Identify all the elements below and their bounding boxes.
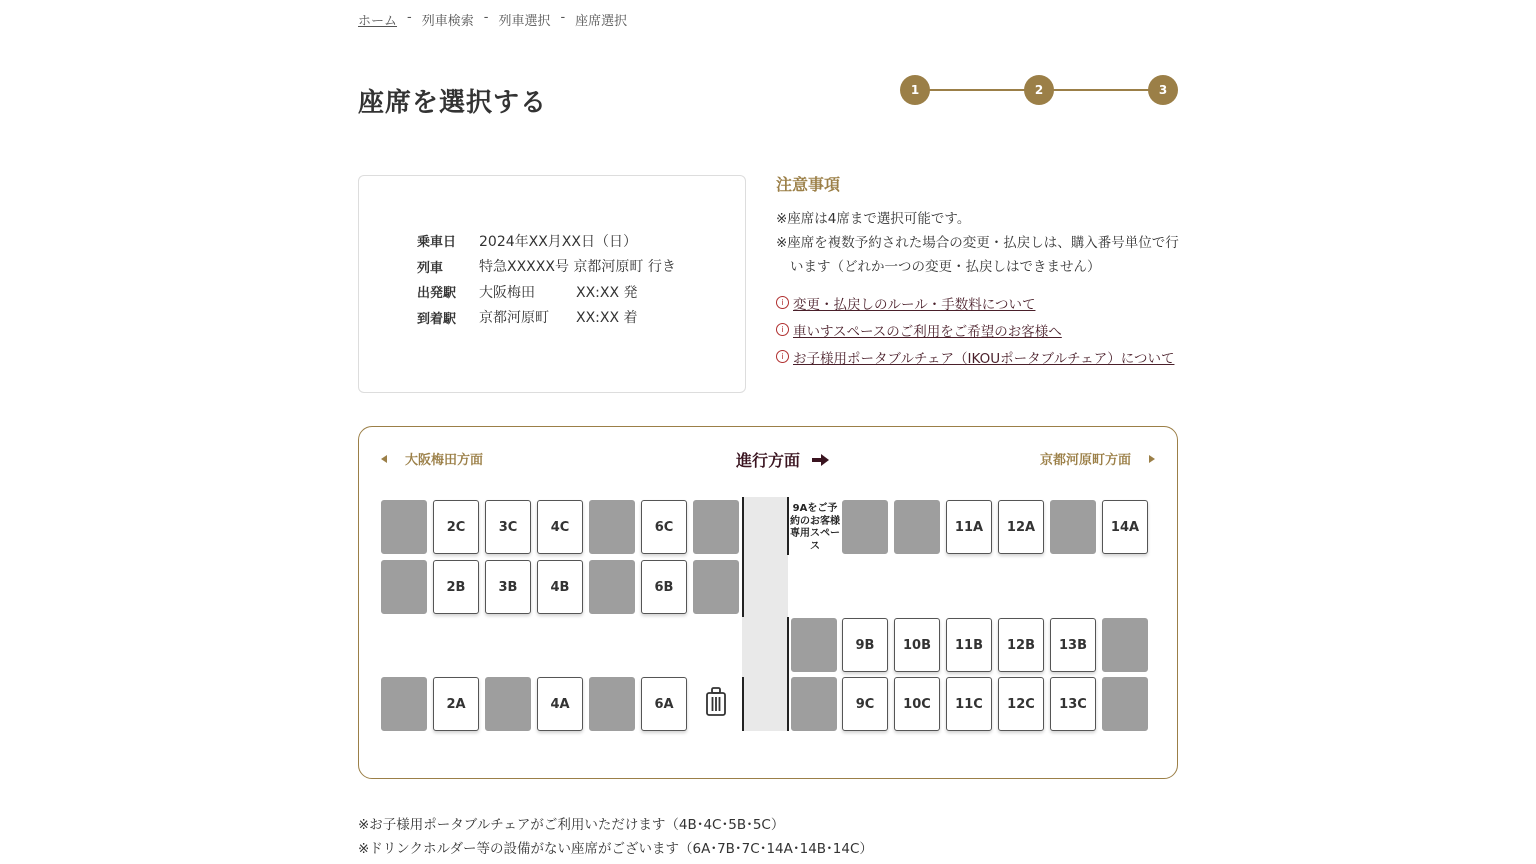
train-row [417, 254, 676, 280]
seat-9B[interactable]: 9B [842, 618, 888, 672]
seat-unavailable [693, 500, 739, 554]
trip-info-card [358, 175, 746, 393]
link-row [776, 343, 1186, 370]
vestibule [742, 497, 788, 731]
seat-2C[interactable]: 2C [433, 500, 479, 554]
footnote-drink-holder: ※ドリンクホルダー等の設備がない座席がございます（6A･7B･7C･14A･14B･14C） [358, 841, 873, 857]
seat-unavailable [894, 500, 940, 554]
seat-3B[interactable]: 3B [485, 560, 531, 614]
seat-unavailable [791, 677, 837, 731]
seat-13B[interactable]: 13B [1050, 618, 1096, 672]
seat-2B[interactable]: 2B [433, 560, 479, 614]
arrival-row [417, 305, 676, 331]
seat-11B[interactable]: 11B [946, 618, 992, 672]
seat-6A[interactable]: 6A [641, 677, 687, 731]
triangle-right-icon [1149, 455, 1155, 463]
seat-10C[interactable]: 10C [894, 677, 940, 731]
info-icon: i [776, 296, 789, 309]
date-row [417, 228, 676, 254]
wheelchair-space-note: 9Aをご予約のお客様専用スペース [790, 503, 840, 552]
step-1: 1 [900, 75, 930, 105]
portable-chair-link[interactable]: お子様用ポータブルチェア（IKOUポータブルチェア）について [793, 350, 1175, 367]
seat-unavailable [791, 618, 837, 672]
seat-unavailable [381, 500, 427, 554]
seat-12C[interactable]: 12C [998, 677, 1044, 731]
arrival-label: 到着駅 [417, 311, 457, 327]
seat-unavailable [381, 560, 427, 614]
seat-4B[interactable]: 4B [537, 560, 583, 614]
seat-6C[interactable]: 6C [641, 500, 687, 554]
note-multi-booking: ※座席を複数予約された場合の変更・払戻しは、購入番号単位で行います（どれか一つの変更・払戻しはできません） [776, 235, 1179, 275]
triangle-left-icon [381, 455, 387, 463]
link-row [776, 316, 1186, 343]
seat-4A[interactable]: 4A [537, 677, 583, 731]
departure-row [417, 279, 676, 305]
car-wall [787, 617, 789, 731]
seat-unavailable [693, 560, 739, 614]
seat-unavailable [485, 677, 531, 731]
step-indicator [900, 75, 1178, 105]
arrow-right-icon [812, 454, 830, 466]
page-title: 座席を選択する [358, 88, 548, 118]
footnotes [358, 813, 873, 861]
seat-unavailable [1102, 618, 1148, 672]
departure-time: XX:XX 発 [576, 284, 638, 301]
seat-map [358, 426, 1178, 779]
seat-unavailable [1050, 500, 1096, 554]
seat-unavailable [381, 677, 427, 731]
departure-label: 出発駅 [417, 286, 457, 302]
direction-right-label: 京都河原町方面 [1039, 453, 1131, 468]
train-label: 列車 [417, 260, 444, 276]
seat-14A[interactable]: 14A [1102, 500, 1148, 554]
link-row [776, 289, 1186, 316]
seat-9C[interactable]: 9C [842, 677, 888, 731]
seat-unavailable [1102, 677, 1148, 731]
car-wall [742, 497, 744, 617]
info-icon: i [776, 323, 789, 336]
seat-11C[interactable]: 11C [946, 677, 992, 731]
breadcrumb-separator: - [560, 10, 566, 25]
direction-left-label: 大阪梅田方面 [405, 453, 484, 468]
seat-10B[interactable]: 10B [894, 618, 940, 672]
breadcrumb-item: 列車検索 [421, 14, 474, 29]
seat-unavailable [589, 560, 635, 614]
seat-unavailable [842, 500, 888, 554]
trip-info-table [417, 228, 676, 330]
info-icon: i [776, 350, 789, 363]
arrival-station: 京都河原町 [479, 310, 549, 327]
notes-title: 注意事項 [776, 175, 841, 194]
travel-direction-label: 進行方面 [736, 451, 801, 470]
seat-13C[interactable]: 13C [1050, 677, 1096, 731]
seat-unavailable [589, 677, 635, 731]
direction-left [381, 449, 483, 468]
breadcrumb-item-current: 座席選択 [575, 14, 628, 29]
seat-11A[interactable]: 11A [946, 500, 992, 554]
direction-right [1040, 449, 1155, 468]
step-3: 3 [1148, 75, 1178, 105]
seat-4C[interactable]: 4C [537, 500, 583, 554]
seat-3C[interactable]: 3C [485, 500, 531, 554]
breadcrumb-item: 列車選択 [498, 14, 551, 29]
footnote-portable-chair: ※お子様用ポータブルチェアがご利用いただけます（4B･4C･5B･5C） [358, 817, 785, 833]
travel-direction [736, 448, 830, 471]
seat-2A[interactable]: 2A [433, 677, 479, 731]
note-seat-limit: ※座席は4席まで選択可能です。 [776, 211, 971, 227]
car-wall [742, 677, 744, 731]
date-label: 乗車日 [417, 235, 457, 251]
departure-station: 大阪梅田 [479, 284, 535, 301]
date-value: 2024年XX月XX日（日） [479, 233, 637, 250]
wheelchair-space-link[interactable]: 車いすスペースのご利用をご希望のお客様へ [793, 323, 1062, 340]
seat-unavailable [589, 500, 635, 554]
breadcrumb-home-link[interactable]: ホーム [358, 14, 398, 29]
seat-6B[interactable]: 6B [641, 560, 687, 614]
arrival-time: XX:XX 着 [576, 310, 638, 327]
notes-section [776, 172, 1186, 370]
seat-12A[interactable]: 12A [998, 500, 1044, 554]
luggage-icon [705, 687, 727, 717]
seat-12B[interactable]: 12B [998, 618, 1044, 672]
train-value: 特急XXXXX号 京都河原町 行き [479, 259, 676, 276]
breadcrumb [358, 10, 627, 29]
refund-rules-link[interactable]: 変更・払戻しのルール・手数料について [793, 296, 1036, 313]
step-2: 2 [1024, 75, 1054, 105]
breadcrumb-separator: - [407, 10, 412, 25]
notes-links [776, 289, 1186, 370]
breadcrumb-separator: - [483, 10, 489, 25]
